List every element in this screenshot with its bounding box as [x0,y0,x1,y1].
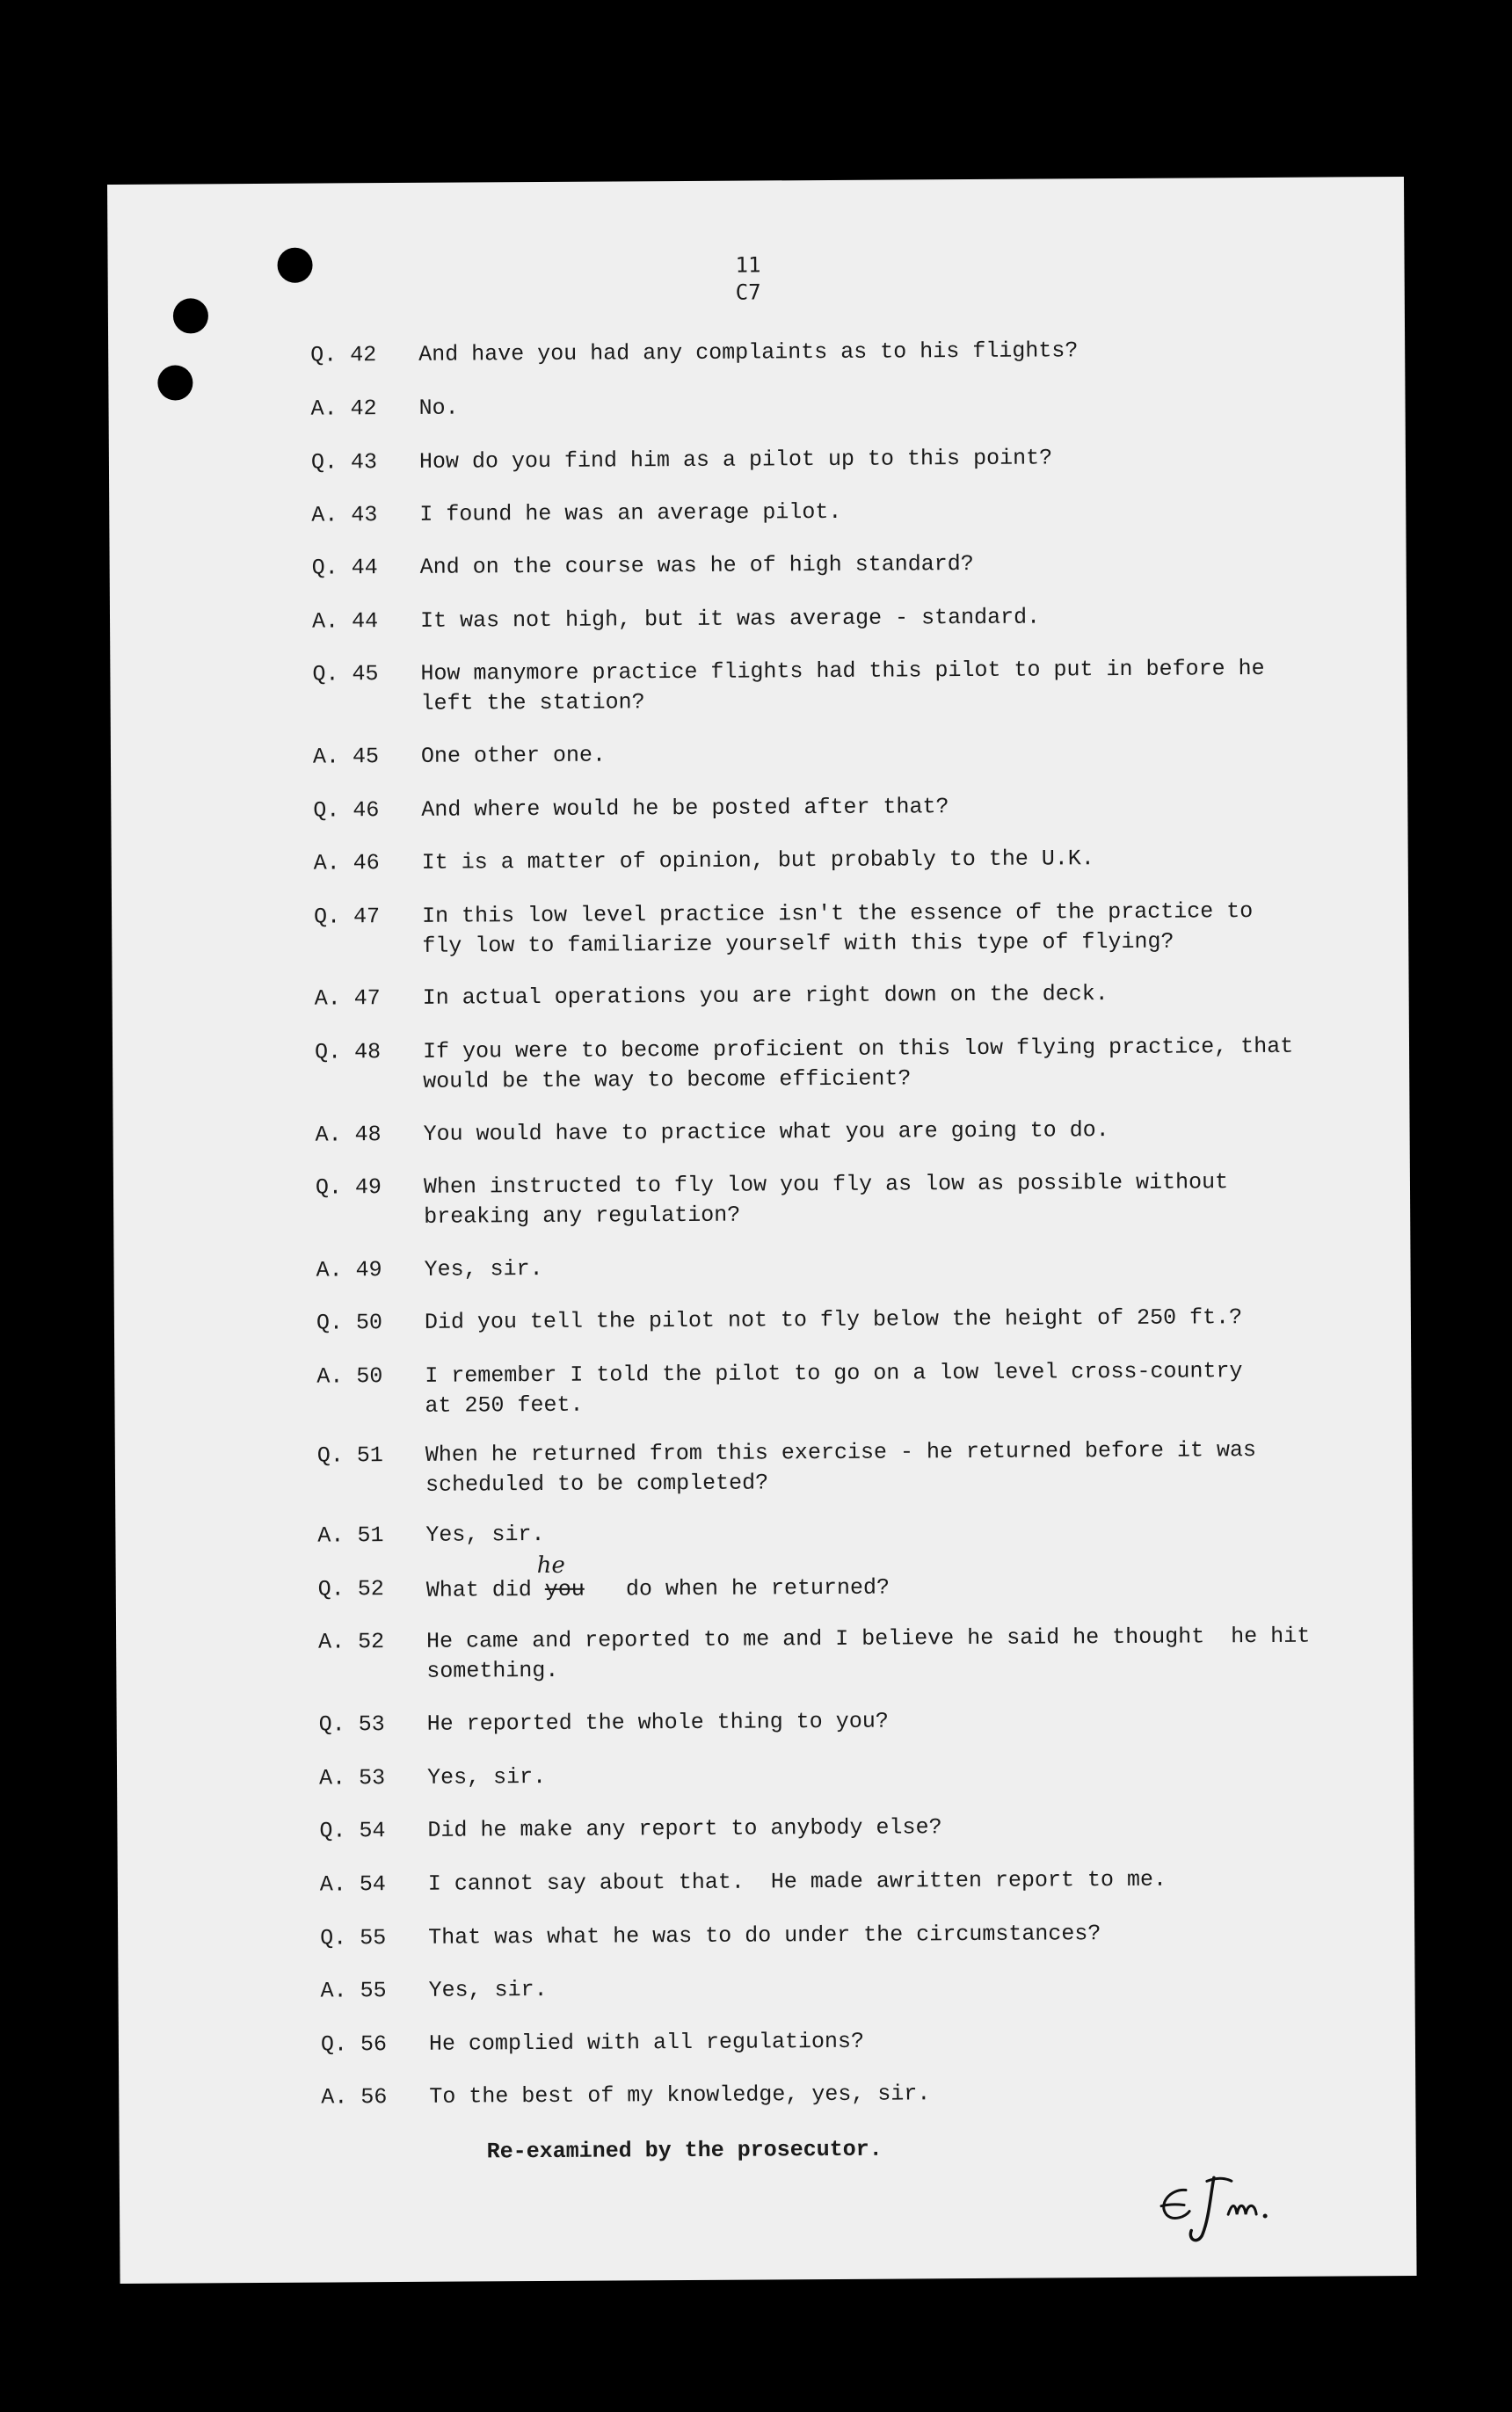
exchange-label: A. 52 [318,1629,385,1655]
exchange-text: When instructed to fly low you fly as low as possible without breaking any regulation? [423,1169,1229,1230]
exchange-text: I cannot say about that. He made awritten report to me. [427,1866,1167,1897]
qa-exchange [109,494,1406,528]
exchange-label: Q. 52 [317,1576,384,1602]
qa-exchange [116,1621,1413,1684]
exchange-text: Did you tell the pilot not to fly below the height of 250 ft.? [424,1304,1243,1335]
qa-exchange [117,1810,1414,1844]
exchange-label: A. 48 [315,1122,382,1148]
exchange-label: Q. 53 [318,1711,385,1738]
exchange-text: One other one. [420,742,607,769]
qa-exchange [118,1863,1414,1898]
exchange-label: A. 45 [312,744,380,770]
exchange-label: Q. 42 [310,342,377,368]
closing-line: Re-examined by the prosecutor. [486,2136,883,2165]
qa-exchange [115,1515,1412,1549]
punch-hole [173,298,208,333]
qa-exchange [110,653,1407,716]
handwritten-signature [1152,2169,1329,2249]
qa-exchange [113,1166,1410,1230]
exchange-label: A. 44 [311,608,379,635]
exchange-text: I remember I told the pilot to go on a low level cross-country at 250 feet. [425,1358,1243,1419]
exchange-text: He complied with all regulations? [428,2028,865,2057]
exchange-text: In actual operations you are right down on the deck. [422,981,1109,1011]
exchange-label: Q. 47 [314,904,381,930]
exchange-label: A. 43 [311,502,378,528]
exchange-label: A. 46 [313,850,380,876]
exchange-label: A. 49 [316,1257,382,1283]
exchange-label: Q. 50 [316,1310,383,1336]
qa-exchange [108,388,1405,422]
page-number: 11 [735,252,761,278]
exchange-label: A. 47 [314,985,381,1012]
exchange-label: Q. 46 [313,797,380,824]
exchange-label: Q. 56 [320,2031,388,2058]
exchange-text: And on the course was he of high standard? [419,550,974,580]
exchange-text: Yes, sir. [424,1255,543,1282]
exchange-text: It is a matter of opinion, but probably to the U.K. [421,846,1094,875]
exchange-label: Q. 44 [311,555,378,581]
exchange-label: Q. 43 [310,449,378,476]
exchange-label: A. 53 [318,1765,386,1791]
exchange-text: He reported the whole thing to you? [426,1708,889,1737]
exchange-text: I found he was an average pilot. [419,498,842,527]
punch-hole [277,248,312,283]
exchange-text: In this low level practice isn't the essence of the practice to fly low to familiarize yourself with this type of flying? [422,898,1254,959]
exchange-text: It was not high, but it was average - standard. [419,604,1041,634]
exchange-label: A. 56 [321,2084,388,2110]
qa-exchange [111,789,1407,824]
exchange-text: If you were to become proficient on this low flying practice, that would be the way to become efficient? [422,1033,1294,1094]
exchange-label: Q. 51 [316,1442,383,1469]
exchange-label: A. 54 [319,1871,386,1898]
struck-word: you [544,1576,585,1602]
exchange-text: How do you find him as a pilot up to this point? [418,445,1053,475]
section-code: C7 [735,280,761,305]
qa-exchange [119,2023,1415,2058]
document-page [107,177,1417,2284]
exchange-label: Q. 54 [319,1818,386,1844]
exchange-label: Q. 49 [315,1174,382,1201]
exchange-label: Q. 48 [314,1039,382,1065]
exchange-text: Yes, sir. [426,1763,547,1791]
exchange-text: And where would he be posted after that? [421,794,949,823]
qa-exchange [109,441,1406,476]
qa-exchange [114,1355,1411,1419]
qa-exchange [113,1249,1410,1283]
qa-exchange [113,1031,1409,1094]
qa-exchange [112,842,1408,876]
exchange-text: Did he make any report to anybody else? [427,1814,942,1843]
exchange-text: What did youhe do when he returned? [425,1551,890,1603]
exchange-text: How manymore practice flights had this pilot to put in before he left the station? [420,655,1265,716]
qa-exchange [117,1704,1414,1738]
exchange-text: That was what he was to do under the circumstances? [428,1921,1101,1951]
qa-exchange [112,896,1408,959]
qa-exchange [113,977,1409,1012]
exchange-text: And have you had any complaints as to his flights? [418,338,1079,367]
qa-exchange [116,1551,1413,1603]
exchange-label: A. 50 [316,1363,383,1390]
handwritten-insertion: he [536,1551,565,1580]
qa-exchange [117,1757,1414,1791]
qa-exchange [110,600,1407,635]
exchange-text: He came and reported to me and I believe he said he thought he hit something. [426,1623,1311,1684]
qa-exchange [114,1302,1411,1336]
exchange-text: To the best of my knowledge, yes, sir. [429,2081,931,2110]
exchange-text: Yes, sir. [425,1521,545,1548]
qa-exchange [113,1114,1410,1148]
qa-exchange [115,1435,1412,1498]
qa-exchange [108,334,1405,368]
exchange-text: You would have to practice what you are going to do. [423,1117,1109,1147]
exchange-label: A. 42 [310,396,377,422]
punch-hole [157,365,193,400]
qa-exchange [111,736,1407,770]
qa-exchange [119,2076,1415,2110]
qa-exchange [110,547,1407,581]
qa-exchange [118,1970,1414,2004]
exchange-label: A. 51 [317,1522,384,1549]
exchange-label: A. 55 [320,1978,387,2004]
exchange-text: No. [418,395,459,421]
exchange-text: Yes, sir. [428,1976,548,2003]
exchange-label: Q. 55 [320,1925,387,1951]
exchange-label: Q. 45 [312,661,379,687]
qa-exchange [118,1917,1414,1951]
exchange-text: When he returned from this exercise - he returned before it was scheduled to be completed? [425,1437,1257,1498]
